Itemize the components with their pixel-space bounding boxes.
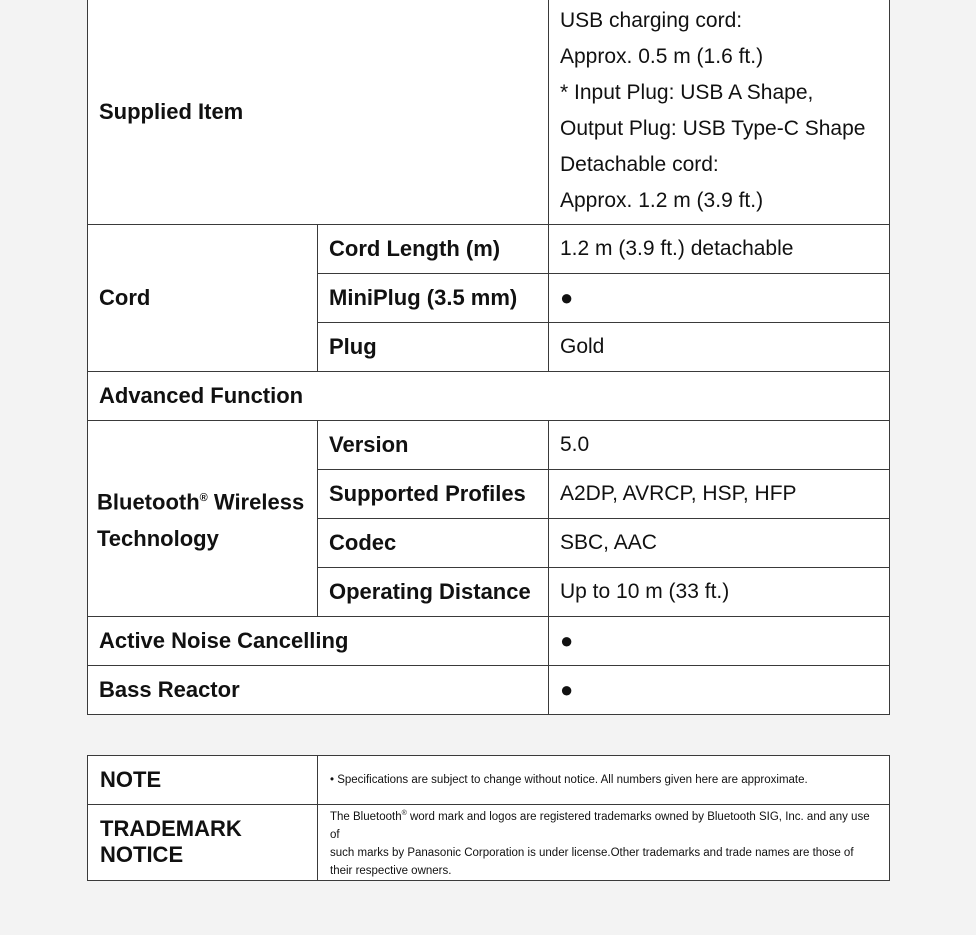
table-row (88, 666, 890, 715)
note-text: • Specifications are subject to change without notice. All numbers given here are approximate. (318, 756, 890, 805)
profiles-value: A2DP, AVRCP, HSP, HFP (549, 470, 890, 519)
codec-value: SBC, AAC (549, 519, 890, 568)
version-value: 5.0 (549, 421, 890, 470)
table-row (88, 372, 890, 421)
miniplug-label: MiniPlug (3.5 mm) (318, 274, 549, 323)
profiles-label: Supported Profiles (318, 470, 549, 519)
bass-reactor-value: ● (549, 666, 890, 715)
advanced-function-heading: Advanced Function (88, 372, 890, 421)
anc-label: Active Noise Cancelling (88, 617, 549, 666)
table-row (88, 225, 890, 274)
supplied-line: Approx. 0.5 m (1.6 ft.) (560, 45, 764, 68)
supplied-item-value (549, 0, 890, 225)
operating-distance-label: Operating Distance (318, 568, 549, 617)
table-row (88, 421, 890, 470)
cord-length-value: 1.2 m (3.9 ft.) detachable (549, 225, 890, 274)
trademark-text (318, 805, 890, 881)
supplied-line: USB charging cord: (560, 9, 743, 32)
registered-mark: ® (401, 810, 407, 817)
bluetooth-label-text: Bluetooth (97, 489, 200, 515)
trademark-label: TRADEMARK NOTICE (88, 805, 318, 881)
supplied-line: Approx. 1.2 m (3.9 ft.) (560, 189, 764, 212)
table-row (88, 756, 890, 805)
table-row (88, 805, 890, 881)
cord-length-label: Cord Length (m) (318, 225, 549, 274)
registered-mark: ® (199, 492, 208, 505)
anc-value: ● (549, 617, 890, 666)
trademark-line: such marks by Panasonic Corporation is under license.Other trademarks and trade names are those of (330, 846, 854, 859)
miniplug-value: ● (549, 274, 890, 323)
table-row (88, 617, 890, 666)
bluetooth-label-text: Wireless (207, 489, 305, 515)
trademark-line: word mark and logos are registered trademarks owned by Bluetooth SIG, Inc. and any use of (330, 810, 870, 841)
trademark-line: their respective owners. (330, 864, 452, 877)
plug-value: Gold (549, 323, 890, 372)
supplied-line: * Input Plug: USB A Shape, (560, 81, 814, 104)
spec-table (87, 0, 890, 715)
plug-label: Plug (318, 323, 549, 372)
trademark-line: The Bluetooth (330, 810, 402, 823)
table-row (88, 0, 890, 225)
cord-label: Cord (88, 225, 318, 372)
supplied-line: Detachable cord: (560, 153, 719, 176)
notes-table (87, 755, 890, 881)
bluetooth-label (88, 421, 318, 617)
version-label: Version (318, 421, 549, 470)
supplied-item-label: Supplied Item (88, 0, 549, 225)
supplied-line: Output Plug: USB Type-C Shape (560, 117, 866, 140)
note-label: NOTE (88, 756, 318, 805)
bass-reactor-label: Bass Reactor (88, 666, 549, 715)
operating-distance-value: Up to 10 m (33 ft.) (549, 568, 890, 617)
codec-label: Codec (318, 519, 549, 568)
bluetooth-label-text: Technology (97, 525, 219, 551)
